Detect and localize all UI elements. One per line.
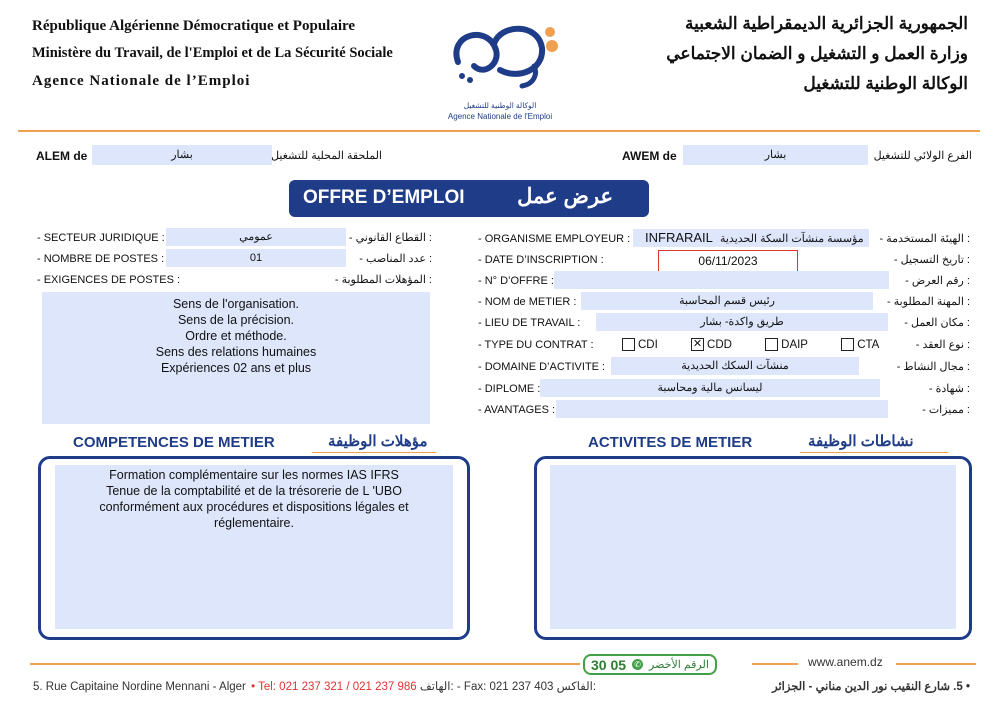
activites-title-fr: ACTIVITES DE METIER (588, 434, 753, 451)
header-ar-line1: الجمهورية الجزائرية الديمقراطية الشعبية (685, 14, 968, 33)
footer-rule-mid (752, 663, 798, 665)
footer-rule-left (30, 663, 580, 665)
contrat-options (622, 336, 879, 354)
footer-contact (33, 679, 596, 693)
postes-field[interactable]: 01 (166, 249, 346, 267)
awem-ar-label: الفرع الولائي للتشغيل (873, 150, 972, 162)
lieu-label: - LIEU DE TRAVAIL : (478, 317, 581, 329)
offer-title-fr: OFFRE D’EMPLOI (303, 187, 465, 208)
domaine-label: - DOMAINE D’ACTIVITE : (478, 361, 606, 373)
organisme-value-fr: INFRARAIL (645, 230, 713, 245)
exigence-item: Sens des relations humaines (155, 345, 317, 359)
anem-logo-icon (438, 14, 562, 96)
header-divider (18, 130, 980, 132)
header-fr-line2: Ministère du Travail, de l'Emploi et de La Sécurité Sociale (32, 45, 393, 61)
activites-underline (800, 452, 948, 453)
address-ar: • 5. شارع النقيب نور الدين مناني - الجزائر (772, 681, 970, 693)
date-field[interactable]: 06/11/2023 (658, 250, 798, 272)
organisme-value-ar: مؤسسة منشآت السكة الحديدية (719, 233, 864, 245)
diplome-ar-label: : شهادة - (928, 383, 970, 395)
postes-label: - NOMBRE DE POSTES : (37, 253, 165, 265)
alem-ar-label: الملحقة المحلية للتشغيل (271, 150, 382, 162)
header-ar-line2: وزارة العمل و التشغيل و الضمان الاجتماعي (666, 44, 968, 63)
contrat-ar-label: : نوع العقد - (915, 339, 970, 351)
awem-field[interactable]: بشار (683, 145, 868, 165)
offer-title-ar: عرض عمل (517, 185, 613, 208)
website-link[interactable]: www.anem.dz (808, 655, 883, 669)
secteur-field[interactable]: عمومي (166, 228, 346, 246)
exigences-list (42, 292, 430, 376)
activites-field[interactable] (550, 465, 956, 629)
tel-ar: الهاتف: (419, 681, 454, 693)
offer-title-band (289, 180, 649, 217)
competences-text (55, 465, 453, 531)
avantages-ar-label: : مميزات - (922, 404, 970, 416)
lieu-ar-label: : مكان العمل - (904, 317, 970, 329)
logo-fr-text: Agence Nationale de l'Emploi (447, 112, 553, 121)
organisme-label: - ORGANISME EMPLOYEUR : (478, 233, 631, 245)
checkbox-unchecked-icon[interactable] (622, 338, 635, 351)
competence-line: conformément aux procédures et dispositions légales et (99, 500, 409, 514)
competences-title-ar: مؤهلات الوظيفة (328, 433, 428, 450)
exigences-box[interactable] (42, 292, 430, 424)
date-ar-label: : تاريخ التسجيل - (893, 254, 970, 266)
offre-label: - N° D’OFFRE : (478, 275, 554, 287)
secteur-label: - SECTEUR JURIDIQUE : (37, 232, 165, 244)
green-number-badge (583, 654, 717, 675)
organisme-field[interactable] (633, 229, 869, 247)
competences-box (38, 456, 470, 640)
diplome-label: - DIPLOME : (478, 383, 541, 395)
checkbox-checked-icon[interactable]: ✕ (692, 338, 703, 351)
exigence-item: Sens de l'organisation. (172, 297, 300, 311)
green-number-ar: الرقم الأخضر (649, 659, 709, 671)
fax-ar: الفاكس: (556, 681, 597, 693)
logo-ar-text: الوكالة الوطنية للتشغيل (463, 101, 537, 110)
address-fr: 5. Rue Capitaine Nordine Mennani - Alger (33, 681, 246, 693)
header-ar-line3: الوكالة الوطنية للتشغيل (803, 74, 968, 93)
domaine-ar-label: : مجال النشاط - (896, 361, 970, 373)
awem-label: AWEM de (622, 149, 677, 163)
competence-line: Tenue de la comptabilité et de la trésorerie de L 'UBO (106, 484, 402, 498)
secteur-ar-label: : القطاع القانوني - (348, 232, 432, 244)
contrat-option-cdd[interactable]: ✕ CDD (692, 338, 732, 351)
avantages-field[interactable] (556, 400, 888, 418)
offre-ar-label: : رقم العرض - (905, 275, 970, 287)
tel: • Tel: 021 237 321 / 021 237 986 (251, 681, 417, 693)
checkbox-unchecked-icon[interactable] (765, 338, 778, 351)
exigence-item: Ordre et méthode. (185, 329, 287, 343)
exigences-label: - EXIGENCES DE POSTES : (37, 274, 181, 286)
anem-logo (438, 14, 562, 120)
footer-rule-right (896, 663, 976, 665)
fax: - Fax: 021 237 403 (456, 681, 554, 693)
alem-field[interactable]: بشار (92, 145, 272, 165)
exigence-item: Expériences 02 ans et plus (160, 361, 312, 375)
activites-box (534, 456, 972, 640)
exigence-item: Sens de la précision. (177, 313, 295, 327)
metier-ar-label: : المهنة المطلوبة - (886, 296, 970, 308)
competence-line: Formation complémentaire sur les normes IAS IFRS (109, 468, 399, 482)
metier-field[interactable]: رئيس قسم المحاسبة (581, 292, 873, 310)
metier-label: - NOM de METIER : (478, 296, 577, 308)
contrat-option-cta[interactable]: CTA (841, 339, 879, 351)
competence-line: réglementaire. (214, 516, 294, 530)
contrat-option-daip[interactable]: DAIP (765, 339, 808, 351)
phone-icon: ✆ (632, 659, 643, 670)
activites-title-ar: نشاطات الوظيفة (808, 433, 914, 450)
contrat-option-cdi[interactable]: CDI (622, 339, 658, 351)
organisme-ar-label: : الهيئة المستخدمة - (879, 233, 970, 245)
diplome-field[interactable]: ليسانس مالية ومحاسبة (540, 379, 880, 397)
green-number: 30 05 (591, 656, 627, 673)
lieu-field[interactable]: طريق واكدة- بشار (596, 313, 888, 331)
competences-title-fr: COMPETENCES DE METIER (73, 434, 275, 451)
date-label: - DATE D’INSCRIPTION : (478, 254, 604, 266)
domaine-field[interactable]: منشآت السكك الحديدية (611, 357, 859, 375)
exigences-ar-label: : المؤهلات المطلوبة - (334, 274, 432, 286)
checkbox-unchecked-icon[interactable] (841, 338, 854, 351)
contrat-label: - TYPE DU CONTRAT : (478, 339, 594, 351)
offre-field[interactable] (554, 271, 889, 289)
alem-label: ALEM de (36, 149, 88, 163)
postes-ar-label: : عدد المناصب - (359, 253, 432, 265)
competences-field[interactable] (55, 465, 453, 629)
header-fr-line3: Agence Nationale de l’Emploi (32, 73, 251, 89)
header-fr-line1: République Algérienne Démocratique et Populaire (32, 18, 356, 34)
competences-underline (312, 452, 436, 453)
avantages-label: - AVANTAGES : (478, 404, 556, 416)
